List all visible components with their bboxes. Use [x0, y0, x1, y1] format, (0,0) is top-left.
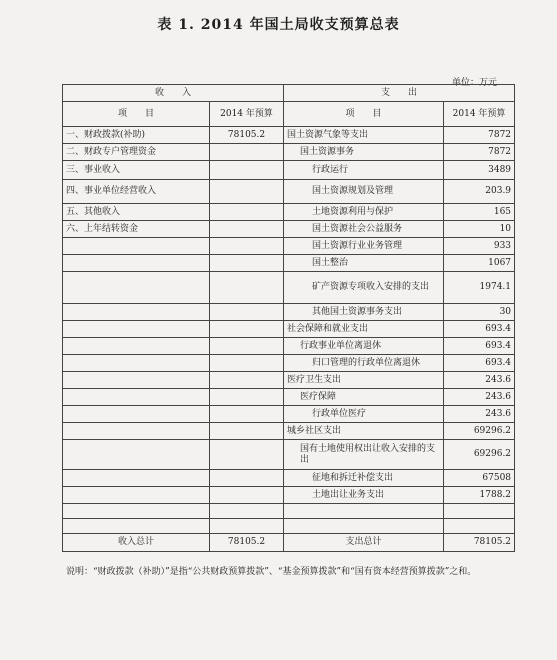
expense-item-cell: 土地出让业务支出	[284, 487, 444, 504]
income-item-cell	[63, 272, 210, 304]
income-item-cell	[63, 470, 210, 487]
income-value-cell	[210, 372, 284, 389]
expense-item-cell: 行政事业单位离退休	[284, 338, 444, 355]
income-item-cell: 五、其他收入	[63, 204, 210, 221]
table-row	[63, 304, 515, 321]
income-value-cell	[210, 321, 284, 338]
income-value-cell	[210, 272, 284, 304]
income-budget-header: 2014 年预算	[210, 102, 284, 127]
income-item-cell: 四、事业单位经营收入	[63, 180, 210, 204]
income-item-cell	[63, 504, 210, 519]
footnote: 说明：“财政拨款（补助）”是指“公共财政预算拨款”、“基金预算拨款”和“国有资本经营预算拨款”之和。	[66, 567, 477, 577]
income-item-header: 项 目	[63, 102, 210, 127]
totals-row	[63, 534, 515, 552]
expense-total-label: 支出总计	[284, 534, 444, 552]
expense-section-header: 支 出	[284, 85, 515, 102]
expense-item-header: 项 目	[284, 102, 444, 127]
income-item-cell	[63, 338, 210, 355]
income-value-cell	[210, 144, 284, 161]
income-value-cell	[210, 519, 284, 534]
income-value-cell	[210, 423, 284, 440]
expense-value-cell: 933	[444, 238, 515, 255]
expense-item-cell: 医疗卫生支出	[284, 372, 444, 389]
expense-item-cell: 行政单位医疗	[284, 406, 444, 423]
expense-value-cell: 693.4	[444, 321, 515, 338]
table-row	[63, 204, 515, 221]
expense-value-cell	[444, 519, 515, 534]
table-row	[63, 519, 515, 534]
income-value-cell	[210, 440, 284, 470]
table-row	[63, 389, 515, 406]
income-value-cell	[210, 304, 284, 321]
income-value-cell	[210, 238, 284, 255]
header-row-sections	[63, 85, 515, 102]
income-value-cell	[210, 338, 284, 355]
table-row	[63, 272, 515, 304]
income-item-cell	[63, 440, 210, 470]
income-item-cell	[63, 423, 210, 440]
expense-item-cell: 国土整治	[284, 255, 444, 272]
income-value-cell	[210, 161, 284, 180]
expense-value-cell: 30	[444, 304, 515, 321]
income-value-cell	[210, 504, 284, 519]
table-row	[63, 504, 515, 519]
table-row	[63, 440, 515, 470]
expense-value-cell: 1067	[444, 255, 515, 272]
expense-item-cell: 国土资源行业业务管理	[284, 238, 444, 255]
expense-item-cell: 土地资源利用与保护	[284, 204, 444, 221]
expense-item-cell	[284, 519, 444, 534]
expense-value-cell: 693.4	[444, 355, 515, 372]
income-value-cell	[210, 470, 284, 487]
income-item-cell	[63, 355, 210, 372]
budget-table-body	[63, 85, 515, 552]
income-value-cell	[210, 255, 284, 272]
table-row	[63, 180, 515, 204]
income-item-cell	[63, 372, 210, 389]
income-total-value: 78105.2	[210, 534, 284, 552]
table-row	[63, 406, 515, 423]
unit-label: 单位：万元	[451, 78, 497, 88]
income-item-cell: 二、财政专户管理资金	[63, 144, 210, 161]
expense-value-cell: 7872	[444, 127, 515, 144]
budget-table	[62, 84, 515, 552]
table-row	[63, 321, 515, 338]
income-value-cell	[210, 355, 284, 372]
expense-item-cell: 征地和拆迁补偿支出	[284, 470, 444, 487]
income-value-cell	[210, 389, 284, 406]
expense-item-cell: 国有土地使用权出让收入安排的支出	[284, 440, 444, 470]
income-value-cell	[210, 487, 284, 504]
expense-item-cell: 归口管理的行政单位离退休	[284, 355, 444, 372]
expense-item-cell: 国土资源社会公益服务	[284, 221, 444, 238]
expense-item-cell	[284, 504, 444, 519]
table-row	[63, 127, 515, 144]
expense-budget-header: 2014 年预算	[444, 102, 515, 127]
table-row	[63, 161, 515, 180]
expense-item-cell: 医疗保障	[284, 389, 444, 406]
expense-value-cell: 243.6	[444, 389, 515, 406]
expense-value-cell: 243.6	[444, 372, 515, 389]
expense-value-cell	[444, 504, 515, 519]
income-value-cell	[210, 180, 284, 204]
expense-value-cell: 165	[444, 204, 515, 221]
table-row	[63, 423, 515, 440]
income-item-cell: 六、上年结转资金	[63, 221, 210, 238]
income-total-label: 收入总计	[63, 534, 210, 552]
income-item-cell	[63, 406, 210, 423]
expense-item-cell: 国土资源气象等支出	[284, 127, 444, 144]
income-item-cell	[63, 238, 210, 255]
expense-total-value: 78105.2	[444, 534, 515, 552]
income-item-cell: 一、财政拨款(补助)	[63, 127, 210, 144]
expense-item-cell: 其他国土资源事务支出	[284, 304, 444, 321]
expense-item-cell: 城乡社区支出	[284, 423, 444, 440]
income-item-cell	[63, 487, 210, 504]
expense-value-cell: 243.6	[444, 406, 515, 423]
expense-value-cell: 1974.1	[444, 272, 515, 304]
header-row-columns	[63, 102, 515, 127]
income-item-cell	[63, 389, 210, 406]
table-row	[63, 355, 515, 372]
page-title: 表 1. 2014 年国土局收支预算总表	[157, 17, 400, 33]
income-item-cell: 三、事业收入	[63, 161, 210, 180]
expense-value-cell: 7872	[444, 144, 515, 161]
expense-value-cell: 3489	[444, 161, 515, 180]
income-item-cell	[63, 519, 210, 534]
income-item-cell	[63, 321, 210, 338]
income-section-header: 收 入	[63, 85, 284, 102]
expense-item-cell: 矿产资源专项收入安排的支出	[284, 272, 444, 304]
income-value-cell	[210, 221, 284, 238]
income-item-cell	[63, 304, 210, 321]
expense-item-cell: 社会保障和就业支出	[284, 321, 444, 338]
expense-value-cell: 1788.2	[444, 487, 515, 504]
table-row	[63, 470, 515, 487]
table-row	[63, 338, 515, 355]
expense-item-cell: 国土资源事务	[284, 144, 444, 161]
expense-value-cell: 693.4	[444, 338, 515, 355]
income-value-cell	[210, 204, 284, 221]
table-row	[63, 144, 515, 161]
expense-value-cell: 10	[444, 221, 515, 238]
table-row	[63, 221, 515, 238]
table-row	[63, 372, 515, 389]
income-value-cell: 78105.2	[210, 127, 284, 144]
table-row	[63, 238, 515, 255]
expense-item-cell: 行政运行	[284, 161, 444, 180]
expense-value-cell: 67508	[444, 470, 515, 487]
expense-value-cell: 69296.2	[444, 440, 515, 470]
expense-value-cell: 69296.2	[444, 423, 515, 440]
expense-item-cell: 国土资源规划及管理	[284, 180, 444, 204]
income-value-cell	[210, 406, 284, 423]
table-row	[63, 487, 515, 504]
expense-value-cell: 203.9	[444, 180, 515, 204]
income-item-cell	[63, 255, 210, 272]
table-row	[63, 255, 515, 272]
